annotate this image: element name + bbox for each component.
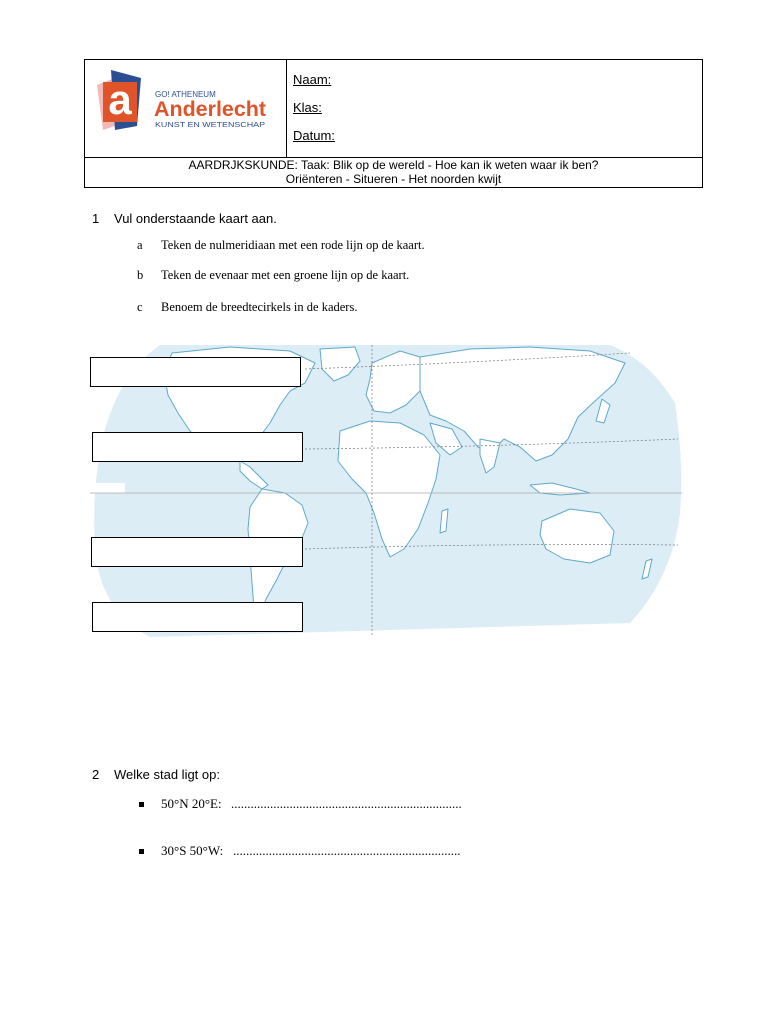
- latitude-box-2[interactable]: [92, 432, 303, 462]
- question-2-item-2-coords: 30°S 50°W:: [161, 843, 224, 858]
- question-2-number: 2: [92, 767, 100, 782]
- question-1a-letter: a: [137, 238, 143, 252]
- question-2-item-1-answer[interactable]: .......................................................................: [231, 796, 462, 811]
- question-1c-text: Benoem de breedtecirkels in de kaders.: [161, 300, 358, 314]
- latitude-box-1[interactable]: [90, 357, 301, 387]
- logo-mark: a: [108, 76, 132, 123]
- question-1-text: Vul onderstaande kaart aan.: [114, 211, 277, 226]
- assignment-title: [85, 157, 702, 187]
- student-fields: [287, 60, 702, 157]
- map-ocean-notch: [90, 483, 125, 493]
- logo-tagline: KUNST EN WETENSCHAP: [155, 120, 265, 129]
- bullet-1: [139, 802, 144, 807]
- school-logo-cell: [85, 60, 287, 157]
- latitude-box-3[interactable]: [91, 537, 303, 567]
- question-2-item-1-coords: 50°N 20°E:: [161, 796, 222, 811]
- logo-line1: GO! ATHENEUM: [155, 90, 216, 99]
- question-2-text: Welke stad ligt op:: [114, 767, 220, 782]
- name-field-label[interactable]: Naam:: [293, 72, 332, 87]
- question-1b-text: Teken de evenaar met een groene lijn op de kaart.: [161, 268, 410, 282]
- latitude-box-4[interactable]: [92, 602, 303, 632]
- title-line-1: AARDRJKSKUNDE: Taak: Blik op de wereld - Hoe kan ik weten waar ik ben?: [188, 158, 599, 172]
- school-logo: [85, 60, 285, 157]
- title-line-2: Oriënteren - Situeren - Het noorden kwijt: [285, 171, 502, 186]
- header-table: [84, 59, 703, 188]
- question-1a-text: Teken de nulmeridiaan met een rode lijn op de kaart.: [161, 238, 425, 252]
- question-1b-letter: b: [137, 268, 144, 282]
- question-1-number: 1: [92, 211, 100, 226]
- question-1c-letter: c: [137, 300, 143, 314]
- date-field-label[interactable]: Datum:: [293, 128, 335, 143]
- world-map: [90, 343, 682, 639]
- question-2-item-2-answer[interactable]: ......................................................................: [233, 843, 461, 858]
- logo-name: Anderlecht: [154, 98, 267, 121]
- bullet-2: [139, 849, 144, 854]
- class-field-label[interactable]: Klas:: [293, 100, 322, 115]
